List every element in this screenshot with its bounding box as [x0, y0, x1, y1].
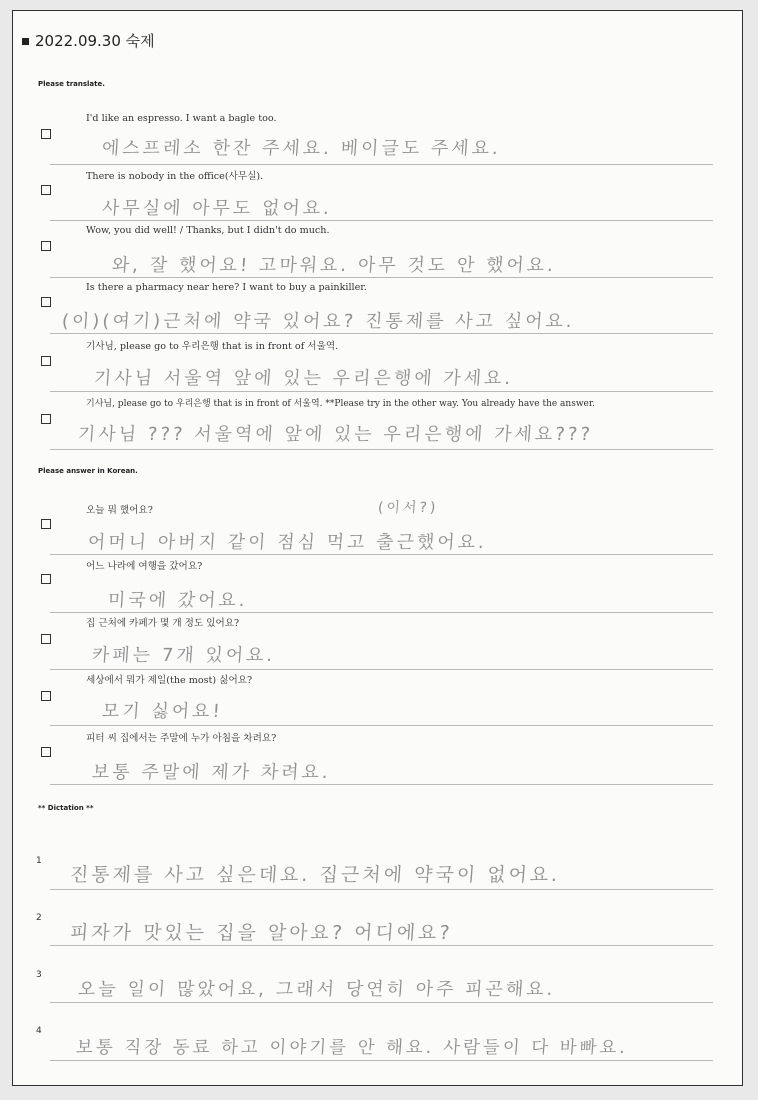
- page-title: [22, 30, 155, 51]
- translate-answer-2: 사무실에 아무도 없어요.: [101, 198, 333, 219]
- translate-answer-1: 에스프레소 한잔 주세요. 베이글도 주세요.: [101, 138, 502, 159]
- translate-answer-4: (이)(여기)근처에 약국 있어요? 진통제를 사고 싶어요.: [61, 311, 576, 332]
- dictation-answer-1: 진통제를 사고 싶은데요. 집근처에 약국이 없어요.: [69, 864, 562, 886]
- answer-response-1: 어머니 아버지 같이 점심 먹고 출근했어요.: [87, 532, 488, 553]
- answer-response-2: 미국에 갔어요.: [107, 590, 249, 611]
- checkbox-translate-5[interactable]: [41, 356, 51, 366]
- answer-prompt-5: 피터 씨 집에서는 주말에 누가 아침을 차려요?: [86, 733, 277, 744]
- answer-line: [50, 220, 713, 221]
- answer-prompt-4: 세상에서 뭐가 제일(the most) 싫어요?: [86, 675, 253, 686]
- checkbox-answer-4[interactable]: [41, 691, 51, 701]
- translate-prompt-6: 기사님, please go to 우리은행 that is in front of 서울역. **Please try in the other way. You already have the answer.: [86, 399, 596, 409]
- dictation-number-2: 2: [36, 913, 42, 923]
- answer-line: [50, 333, 713, 334]
- answer-line: [50, 277, 713, 278]
- translate-prompt-5: 기사님, please go to 우리은행 that is in front of 서울역.: [86, 341, 339, 352]
- answer-response-3: 카페는 7개 있어요.: [91, 645, 276, 666]
- answer-response-4: 모기 싫어요!: [101, 701, 224, 722]
- answer-line: [50, 725, 713, 726]
- page-title-text: 2022.09.30 숙제: [35, 32, 155, 50]
- answer-prompt-2: 어느 나라에 여행을 갔어요?: [86, 561, 203, 572]
- dictation-number-4: 4: [36, 1026, 42, 1036]
- translate-answer-6: 기사님 ??? 서울역에 앞에 있는 우리은행에 가세요???: [77, 424, 594, 445]
- dictation-number-1: 1: [36, 856, 42, 866]
- checkbox-translate-3[interactable]: [41, 241, 51, 251]
- answer-line: [50, 1060, 713, 1061]
- answer-line: [50, 784, 713, 785]
- answer-line: [50, 391, 713, 392]
- dictation-number-3: 3: [36, 970, 42, 980]
- bullet-square-icon: [22, 38, 29, 45]
- translate-answer-5: 기사님 서울역 앞에 있는 우리은행에 가세요.: [93, 368, 514, 389]
- answer-line: [50, 669, 713, 670]
- checkbox-translate-6[interactable]: [41, 414, 51, 424]
- dictation-answer-2: 피자가 맛있는 집을 알아요? 어디에요?: [69, 922, 454, 944]
- checkbox-answer-3[interactable]: [41, 634, 51, 644]
- answer-line: [50, 945, 713, 946]
- answer-line: [50, 612, 713, 613]
- answer-line: [50, 889, 713, 890]
- checkbox-answer-1[interactable]: [41, 519, 51, 529]
- checkbox-answer-2[interactable]: [41, 574, 51, 584]
- translate-prompt-2: There is nobody in the office(사무실).: [86, 171, 264, 182]
- dictation-answer-3: 오늘 일이 많았어요, 그래서 당연히 아주 피곤해요.: [77, 979, 557, 1000]
- checkbox-translate-4[interactable]: [41, 297, 51, 307]
- checkbox-translate-2[interactable]: [41, 185, 51, 195]
- answer-prompt-3: 집 근처에 카페가 몇 개 정도 있어요?: [86, 618, 240, 629]
- answer-line: [50, 554, 713, 555]
- checkbox-translate-1[interactable]: [41, 129, 51, 139]
- answer-line: [50, 1002, 713, 1003]
- section-dictation-heading: ** Dictation **: [38, 804, 94, 812]
- answer-response-5: 보통 주말에 제가 차려요.: [91, 762, 332, 783]
- answer-line: [50, 449, 713, 450]
- translate-answer-3: 와, 잘 했어요! 고마워요. 아무 것도 안 했어요.: [111, 255, 557, 276]
- section-answer-heading: Please answer in Korean.: [38, 467, 138, 475]
- answer-prompt-1: 오늘 뭐 했어요?: [86, 505, 153, 516]
- checkbox-answer-5[interactable]: [41, 747, 51, 757]
- translate-prompt-3: Wow, you did well! / Thanks, but I didn't do much.: [86, 225, 330, 236]
- section-translate-heading: Please translate.: [38, 80, 105, 88]
- translate-prompt-1: I'd like an espresso. I want a bagle too.: [86, 113, 277, 124]
- dictation-answer-4: 보통 직장 동료 하고 이야기를 안 해요. 사람들이 다 바빠요.: [75, 1038, 629, 1058]
- translate-prompt-4: Is there a pharmacy near here? I want to buy a painkiller.: [86, 282, 367, 293]
- answer-note-1: (이서?): [377, 500, 439, 516]
- answer-line: [50, 164, 713, 165]
